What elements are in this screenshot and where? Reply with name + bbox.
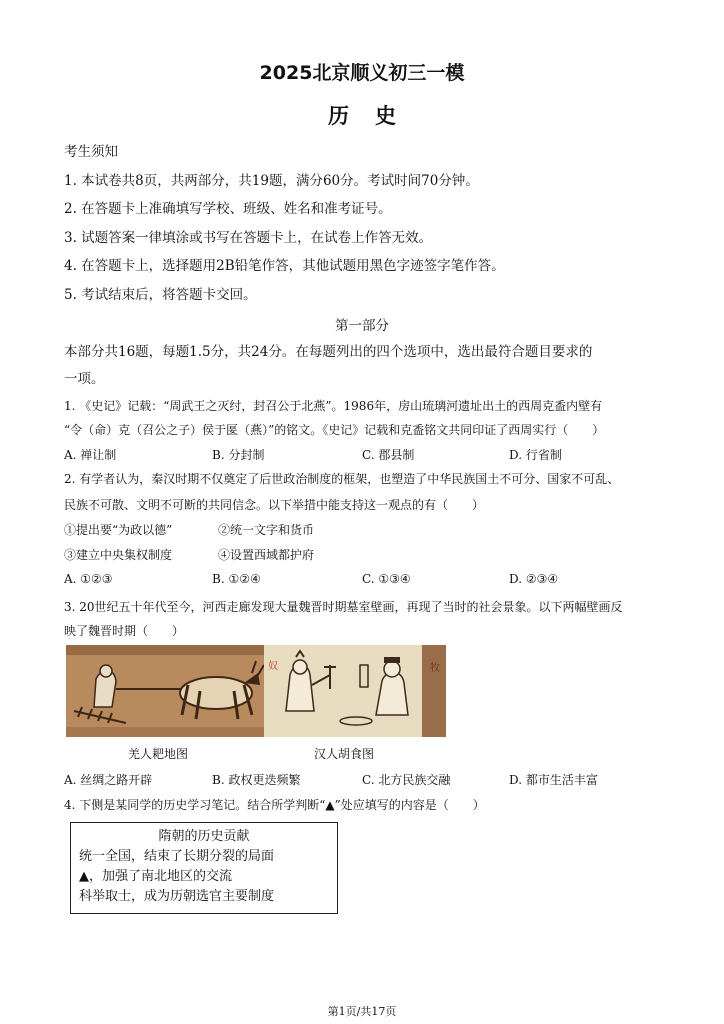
q2-option-a: A. ①②③ <box>64 572 113 586</box>
subject-title: 历史 <box>328 104 422 128</box>
q3-stem-line2: 映了魏晋时期（ ） <box>64 624 185 638</box>
q4-study-note-box <box>70 822 338 914</box>
exam-title: 2025北京顺义初三一模 <box>259 62 465 84</box>
q3-option-b: B. 政权更迭频繁 <box>212 773 301 787</box>
notice-item-3: 3. 试题答案一律填涂或书写在答题卡上，在试卷上作答无效。 <box>64 230 433 246</box>
note-title: 隋朝的历史贡献 <box>158 829 250 844</box>
q4-stem: 4. 下侧是某同学的历史学习笔记。结合所学判断“▲”处应填写的内容是（ ） <box>64 798 485 812</box>
q2-statement-2: ②统一文字和货币 <box>218 523 315 537</box>
q1-option-d: D. 行省制 <box>509 448 562 462</box>
q2-stem-line1: 2. 有学者认为，秦汉时期不仅奠定了后世政治制度的框架，也塑造了中华民族国土不可分、国家不可乱、 <box>64 472 620 486</box>
q2-option-d: D. ②③④ <box>509 572 559 586</box>
mural-inscription-2: 牧 <box>430 663 440 674</box>
q2-statement-3: ③建立中央集权制度 <box>64 548 173 562</box>
note-line-2: ▲，加强了南北地区的交流 <box>79 869 232 884</box>
q2-statement-4: ④设置西域都护府 <box>218 548 315 562</box>
q1-option-c: C. 郡县制 <box>362 448 415 462</box>
q3-caption-right: 汉人胡食图 <box>314 747 375 761</box>
notice-heading: 考生须知 <box>64 144 118 160</box>
q3-stem-line1: 3. 20世纪五十年代至今，河西走廊发现大量魏晋时期墓室壁画，再现了当时的社会景象。以下两幅壁画反 <box>64 600 623 614</box>
q1-option-a: A. 禅让制 <box>64 448 117 462</box>
part1-heading: 第一部分 <box>335 318 389 334</box>
notice-item-4: 4. 在答题卡上，选择题用2B铅笔作答，其他试题用黑色字迹签字笔作答。 <box>64 258 505 274</box>
q1-option-b: B. 分封制 <box>212 448 265 462</box>
notice-item-1: 1. 本试卷共8页，共两部分，共19题，满分60分。考试时间70分钟。 <box>64 173 479 189</box>
mural-qiang-harrowing-image <box>66 645 264 737</box>
q3-option-d: D. 都市生活丰富 <box>509 773 598 787</box>
q1-stem-line2: “令（命）克（召公之子）侯于匽（燕）”的铭文。《史记》记载和克盉铭文共同印证了西周实行（ ） <box>64 423 605 437</box>
q2-stem-line2: 民族不可散、文明不可断的共同信念。以下举措中能支持这一观点的有（ ） <box>64 498 485 512</box>
notice-item-5: 5. 考试结束后，将答题卡交回。 <box>64 287 257 303</box>
q2-option-b: B. ①②④ <box>212 572 261 586</box>
q1-stem-line1: 1. 《史记》记载：“周武王之灭纣，封召公于北燕”。1986年，房山琉璃河遗址出土的西周克盉内壁有 <box>64 399 603 413</box>
part1-intro-line2: 一项。 <box>64 371 105 387</box>
note-line-1: 统一全国，结束了长期分裂的局面 <box>79 849 275 864</box>
part1-intro-line1: 本部分共16题，每题1.5分，共24分。在每题列出的四个选项中，选出最符合题目要求的 <box>64 344 593 360</box>
note-line-3: 科举取士，成为历朝选官主要制度 <box>79 889 275 904</box>
mural-han-hu-food-image <box>264 645 446 737</box>
q3-option-c: C. 北方民族交融 <box>362 773 451 787</box>
q3-caption-left: 羌人耙地图 <box>128 747 189 761</box>
notice-item-2: 2. 在答题卡上准确填写学校、班级、姓名和准考证号。 <box>64 201 392 217</box>
q2-option-c: C. ①③④ <box>362 572 411 586</box>
q3-option-a: A. 丝绸之路开辟 <box>64 773 153 787</box>
mural-inscription-1: 奴 <box>268 661 278 672</box>
page-number: 第1页/共17页 <box>327 1005 397 1018</box>
q2-statement-1: ①提出要“为政以德” <box>64 523 173 537</box>
